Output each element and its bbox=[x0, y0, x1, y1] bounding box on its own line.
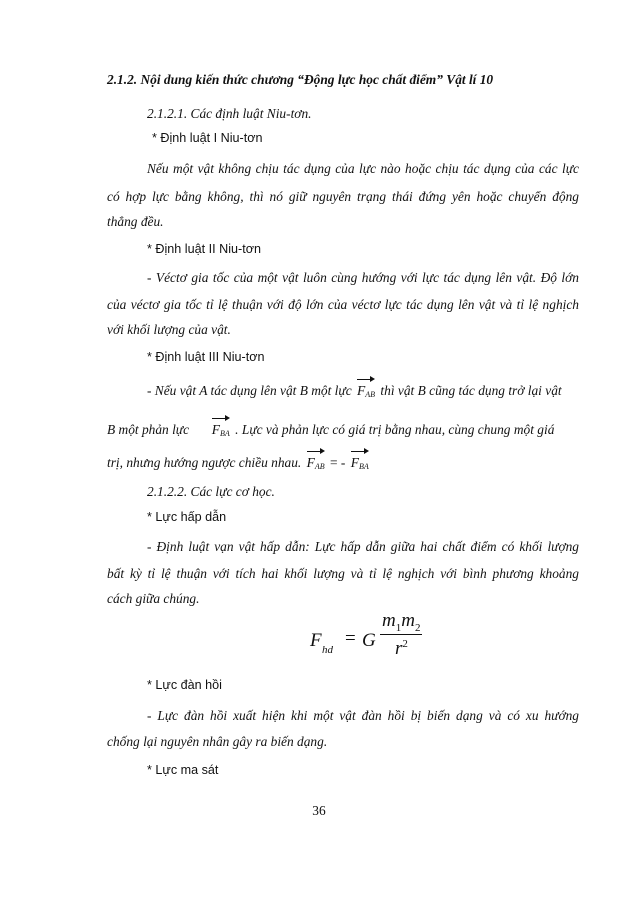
law3-line-2-text-b: . Lực và phản lực có giá trị bằng nhau, cùng chung một giá bbox=[235, 422, 555, 437]
section-heading: 2.1.2. Nội dung kiến thức chương “Động lực học chất điểm” Vật lí 10 bbox=[107, 72, 494, 87]
law2-heading: * Định luật II Niu-tơn bbox=[147, 242, 261, 256]
law1-heading: * Định luật I Niu-tơn bbox=[152, 131, 263, 145]
vector-F-AB-eq: $F_{AB}$ bbox=[307, 451, 325, 475]
vector-arrow-icon bbox=[357, 377, 375, 383]
law1-line-3: thẳng đều. bbox=[107, 214, 164, 229]
formula-G: G bbox=[362, 630, 376, 651]
law3-line-3-text: trị, nhưng hướng ngược chiều nhau. bbox=[107, 455, 302, 470]
formula-denominator: $r^2$ bbox=[395, 638, 408, 659]
formula-F-subscript: hd bbox=[322, 644, 333, 656]
law3-line-3 bbox=[107, 451, 371, 475]
friction-heading: * Lực ma sát bbox=[147, 763, 219, 777]
subsection-heading-laws: 2.1.2.1. Các định luật Niu-tơn. bbox=[147, 106, 312, 121]
gravity-heading: * Lực hấp dẫn bbox=[147, 510, 227, 524]
gravity-line-3: cách giữa chúng. bbox=[107, 591, 200, 606]
law3-line-1-text-b: thì vật B cũng tác dụng trở lại vật bbox=[380, 383, 562, 398]
law3-line-2-text-a: B một phản lực bbox=[107, 422, 190, 437]
equation-operator: = - bbox=[330, 455, 346, 470]
law3-line-1-text-a: - Nếu vật A tác dụng lên vật B một lực bbox=[147, 383, 352, 398]
vector-arrow-icon bbox=[212, 416, 230, 422]
vector-arrow-icon bbox=[351, 449, 369, 455]
law2-line-1: - Véctơ gia tốc của một vật luôn cùng hướng với lực tác dụng lên vật. Độ lớn bbox=[147, 270, 579, 285]
subsection-heading-forces: 2.1.2.2. Các lực cơ học. bbox=[147, 484, 275, 499]
elastic-line-2: chống lại nguyên nhân gây ra biến dạng. bbox=[107, 734, 328, 749]
vector-F-BA: $F_{BA}$ bbox=[212, 418, 230, 442]
elastic-line-1: - Lực đàn hồi xuất hiện khi một vật đàn hồi bị biến dạng và có xu hướng bbox=[147, 708, 579, 723]
formula-numerator: $m_1m_2$ bbox=[382, 610, 421, 634]
law3-line-1 bbox=[147, 379, 562, 403]
vector-arrow-icon bbox=[307, 449, 325, 455]
vector-F-BA-eq: $F_{BA}$ bbox=[351, 451, 369, 475]
formula-F: F bbox=[310, 630, 322, 651]
law3-heading: * Định luật III Niu-tơn bbox=[147, 350, 265, 364]
formula-fraction-bar bbox=[380, 634, 422, 635]
law1-line-1: Nếu một vật không chịu tác dụng của lực nào hoặc chịu tác dụng của các lực bbox=[147, 161, 579, 176]
page-number: 36 bbox=[312, 803, 326, 818]
gravity-line-2: bất kỳ tỉ lệ thuận với tích hai khối lượng và tỉ lệ nghịch với bình phương khoảng bbox=[107, 566, 579, 581]
law2-line-3: với khối lượng của vật. bbox=[107, 322, 231, 337]
gravitation-formula bbox=[310, 610, 430, 664]
law1-line-2: có hợp lực bằng không, thì nó giữ nguyên trạng thái đứng yên hoặc chuyển động bbox=[107, 189, 579, 204]
elastic-heading: * Lực đàn hồi bbox=[147, 678, 222, 692]
law3-line-2 bbox=[107, 418, 554, 442]
vector-F-AB: $F_{AB}$ bbox=[357, 379, 375, 403]
law2-line-2: của véctơ gia tốc tỉ lệ thuận với độ lớn của véctơ lực tác dụng lên vật và tỉ lệ nghịch bbox=[107, 297, 579, 312]
formula-equals: = bbox=[345, 628, 356, 649]
gravity-line-1: - Định luật vạn vật hấp dẫn: Lực hấp dẫn giữa hai chất điểm có khối lượng bbox=[147, 539, 579, 554]
